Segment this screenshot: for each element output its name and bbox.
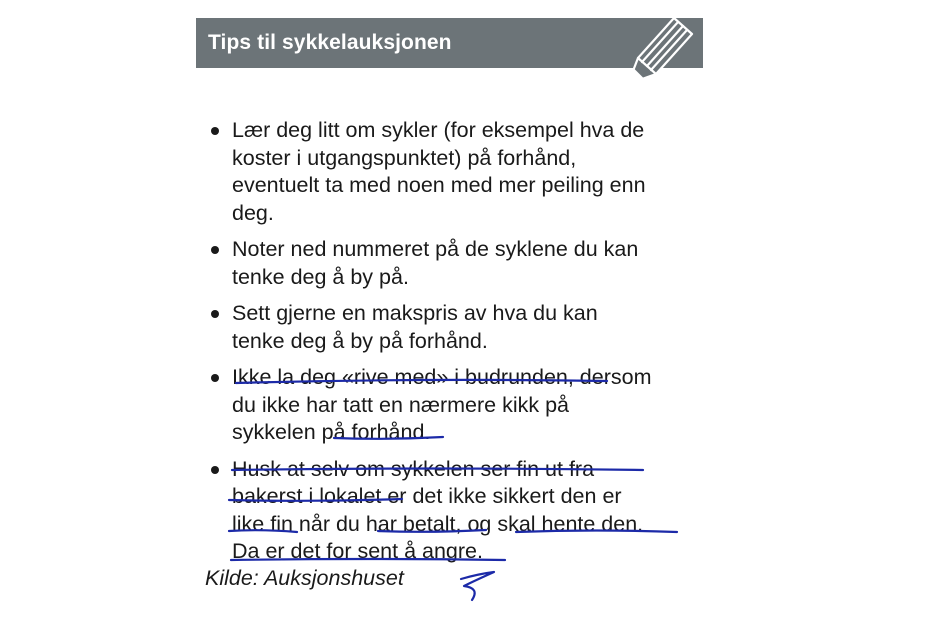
- list-item: [208, 364, 708, 447]
- tip-text-line: deg.: [232, 200, 274, 225]
- tip-text-line: sykkelen på forhånd.: [232, 420, 431, 444]
- tip-text-line: Lær deg litt om sykler (for eksempel hva de: [232, 118, 645, 142]
- tip-text-line: Ikke la deg «rive med» i budrunden, dersom: [232, 365, 652, 389]
- tip-text-line: du ikke har tatt en nærmere kikk på: [232, 392, 569, 417]
- tip-text-line: Noter ned nummeret på de syklene du kan: [232, 237, 639, 261]
- bullet-icon: [211, 310, 219, 318]
- tip-text-line: bakerst i lokalet er det ikke sikkert den er: [232, 484, 622, 508]
- tip-text-line: tenke deg å by på forhånd.: [232, 328, 488, 353]
- bullet-icon: [211, 466, 219, 474]
- tip-text-line: Husk at selv om sykkelen ser fin ut fra: [232, 456, 595, 481]
- tip-text-line: like fin når du har betalt, og skal hente den.: [232, 511, 644, 536]
- tips-list: [208, 117, 708, 575]
- tip-text-line: tenke deg å by på.: [232, 264, 409, 289]
- scribble-mark: [461, 572, 494, 600]
- pencil-icon: [618, 14, 696, 88]
- tip-text-line: Sett gjerne en makspris av hva du kan: [232, 301, 598, 325]
- tip-text-line: koster i utgangspunktet) på forhånd,: [232, 145, 577, 170]
- tip-text-line: Da er det for sent å angre.: [232, 539, 483, 563]
- bullet-icon: [211, 374, 219, 382]
- header-title: Tips til sykkelauksjonen: [208, 31, 452, 54]
- bullet-icon: [211, 127, 219, 135]
- list-item: [208, 236, 708, 291]
- list-item: [208, 117, 708, 227]
- list-item: [208, 456, 708, 566]
- source-citation: Kilde: Auksjonshuset: [205, 566, 404, 590]
- bullet-icon: [211, 246, 219, 254]
- list-item: [208, 300, 708, 355]
- tip-text-line: eventuelt ta med noen med mer peiling enn: [232, 173, 646, 197]
